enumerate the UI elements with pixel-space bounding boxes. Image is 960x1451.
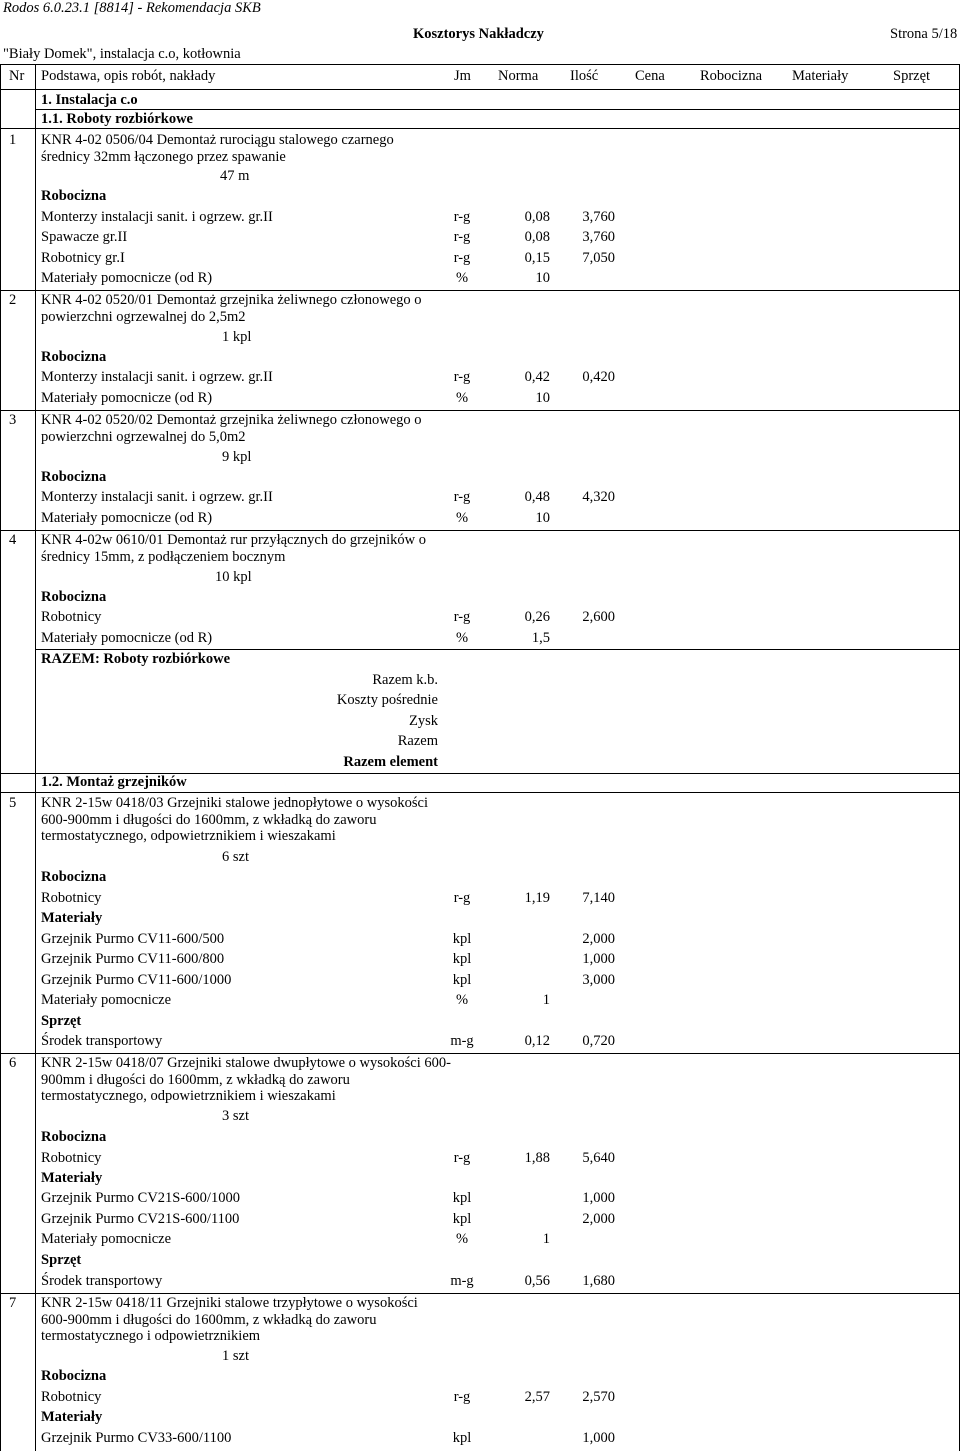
grid-left [0,64,1,1451]
header-top-border [0,64,960,65]
item-divider [0,530,960,531]
item-divider [0,290,960,291]
robocizna-label: Robocizna [41,188,107,204]
resource-name: Robotnicy [41,609,102,625]
resource-name: Grzejnik Purmo CV11-600/800 [41,951,225,967]
resource-norma: 10 [535,270,550,286]
section-divider [0,792,960,793]
materialy-label: Materiały [41,1170,103,1186]
resource-norma: 0,12 [524,1033,550,1049]
resource-norma: 1 [542,1231,550,1247]
materialy-label: Materiały [41,1409,103,1425]
robocizna-label: Robocizna [41,1368,107,1384]
item-description: KNR 2-15w 0418/07 Grzejniki stalowe dwupłytowe o wysokości 600-900mm i długości do 1600mm, z wkładką do zaworu termostatycznego, odpowietrznikiem i wieszakami [41,1055,451,1104]
resource-norma: 0,08 [524,229,550,245]
resource-ilosc: 3,760 [582,229,615,245]
item-number: 6 [9,1055,17,1071]
resource-norma: 0,42 [524,369,550,385]
resource-norma: 2,57 [524,1389,550,1405]
resource-ilosc: 5,640 [582,1150,615,1166]
resource-ilosc: 7,050 [582,250,615,266]
item-number: 7 [9,1295,17,1311]
col-norma: Norma [498,68,539,84]
resource-ilosc: 1,000 [582,1190,615,1206]
resource-jm: r-g [453,609,471,625]
app-name: Rodos 6.0.23.1 [8814] - Rekomendacja SKB [3,0,261,16]
item-divider [0,410,960,411]
page-number: Strona 5/18 [890,26,958,42]
col-cena: Cena [635,68,665,84]
robocizna-label: Robocizna [41,869,107,885]
item-quantity: 1 szt [222,1348,249,1364]
resource-name: Środek transportowy [41,1033,163,1049]
resource-norma: 0,08 [524,209,550,225]
item-quantity: 6 szt [222,849,249,865]
resource-ilosc: 2,570 [582,1389,615,1405]
item-quantity: 1 kpl [222,329,252,345]
summary-razem: Razem [397,733,438,749]
resource-name: Materiały pomocnicze (od R) [41,270,213,286]
resource-ilosc: 1,000 [582,1430,615,1446]
col-sprzet: Sprzęt [893,68,931,84]
resource-name: Monterzy instalacji sanit. i ogrzew. gr.II [41,489,273,505]
resource-name: Grzejnik Purmo CV11-600/1000 [41,972,232,988]
section-1: 1. Instalacja c.o [41,92,138,108]
resource-name: Materiały pomocnicze (od R) [41,630,213,646]
item-number: 4 [9,532,17,548]
resource-name: Monterzy instalacji sanit. i ogrzew. gr.II [41,209,273,225]
resource-ilosc: 1,680 [582,1273,615,1289]
resource-jm: kpl [452,1190,472,1206]
resource-ilosc: 7,140 [582,890,615,906]
resource-ilosc: 0,420 [582,369,615,385]
resource-name: Grzejnik Purmo CV21S-600/1100 [41,1211,240,1227]
resource-norma: 0,15 [524,250,550,266]
resource-jm: % [455,1231,469,1247]
resource-jm: m-g [450,1273,474,1289]
resource-ilosc: 0,720 [582,1033,615,1049]
item-number: 1 [9,132,17,148]
resource-jm: r-g [453,209,471,225]
item-divider [35,649,960,650]
resource-name: Materiały pomocnicze (od R) [41,390,213,406]
section-divider [35,109,960,110]
resource-jm: % [455,270,469,286]
resource-ilosc: 2,000 [582,931,615,947]
item-description: KNR 4-02w 0610/01 Demontaż rur przyłącznych do grzejników o średnicy 15mm, z podłączeniem bocznym [41,532,426,565]
section-1-2: 1.2. Montaż grzejników [41,774,187,790]
resource-name: Środek transportowy [41,1273,163,1289]
summary-razem-kb: Razem k.b. [372,672,438,688]
col-nr: Nr [9,68,25,84]
resource-name: Robotnicy [41,1389,102,1405]
col-materialy: Materiały [792,68,849,84]
item-divider [0,1053,960,1054]
resource-jm: r-g [453,1389,471,1405]
resource-ilosc: 2,000 [582,1211,615,1227]
section-1-1: 1.1. Roboty rozbiórkowe [41,111,193,127]
resource-name: Materiały pomocnicze [41,992,172,1008]
summary-title: RAZEM: Roboty rozbiórkowe [41,651,231,667]
resource-name: Robotnicy [41,1150,102,1166]
col-desc: Podstawa, opis robót, nakłady [41,68,216,84]
summary-zysk: Zysk [409,713,438,729]
resource-jm: % [455,510,469,526]
col-robocizna: Robocizna [700,68,763,84]
document-title: Kosztorys Nakładczy [413,26,544,42]
resource-jm: r-g [453,250,471,266]
resource-name: Grzejnik Purmo CV33-600/1100 [41,1430,232,1446]
resource-ilosc: 3,760 [582,209,615,225]
sprzet-label: Sprzęt [41,1013,82,1029]
item-number: 3 [9,412,17,428]
resource-norma: 0,26 [524,609,550,625]
item-number: 2 [9,292,17,308]
resource-ilosc: 1,000 [582,951,615,967]
item-quantity: 3 szt [222,1108,249,1124]
resource-jm: % [455,630,469,646]
project-name: "Biały Domek", instalacja c.o, kotłownia [3,46,241,62]
resource-jm: r-g [453,489,471,505]
resource-jm: % [455,992,469,1008]
resource-norma: 10 [535,390,550,406]
resource-norma: 0,56 [524,1273,550,1289]
item-quantity: 10 kpl [215,569,252,585]
resource-jm: r-g [453,369,471,385]
item-description: KNR 2-15w 0418/11 Grzejniki stalowe trzypłytowe o wysokości 600-900mm i długości do 1600mm, z wkładką do zaworu termostatycznego i odpowietrznikiem [41,1295,418,1344]
resource-name: Robotnicy [41,890,102,906]
resource-jm: r-g [453,1150,471,1166]
resource-name: Grzejnik Purmo CV21S-600/1000 [41,1190,240,1206]
materialy-label: Materiały [41,910,103,926]
item-description: KNR 4-02 0520/02 Demontaż grzejnika żeliwnego członowego o powierzchni ogrzewalnej do 5,0m2 [41,412,422,445]
item-quantity: 47 m [220,168,250,184]
resource-norma: 1,19 [524,890,550,906]
resource-name: Spawacze gr.II [41,229,128,245]
resource-norma: 0,48 [524,489,550,505]
item-description: KNR 4-02 0506/04 Demontaż rurociągu stalowego czarnego średnicy 32mm łączonego przez spawanie [41,132,394,165]
resource-jm: r-g [453,229,471,245]
resource-jm: r-g [453,890,471,906]
resource-jm: m-g [450,1033,474,1049]
resource-jm: kpl [452,931,472,947]
resource-norma: 1 [542,992,550,1008]
col-jm: Jm [454,68,471,84]
robocizna-label: Robocizna [41,1129,107,1145]
resource-norma: 1,88 [524,1150,550,1166]
resource-ilosc: 4,320 [582,489,615,505]
resource-ilosc: 3,000 [582,972,615,988]
item-description: KNR 4-02 0520/01 Demontaż grzejnika żeliwnego członowego o powierzchni ogrzewalnej do 2,5m2 [41,292,422,325]
item-number: 5 [9,795,17,811]
item-description: KNR 2-15w 0418/03 Grzejniki stalowe jednopłytowe o wysokości 600-900mm i długości do 1600mm, z wkładką do zaworu termostatycznego, odpowietrznikiem i wieszakami [41,795,429,844]
resource-name: Materiały pomocnicze (od R) [41,510,213,526]
header-bottom-border [0,89,960,90]
resource-norma: 10 [535,510,550,526]
summary-razem-element: Razem element [343,754,438,770]
sprzet-label: Sprzęt [41,1252,82,1268]
robocizna-label: Robocizna [41,589,107,605]
grid-nr [35,64,36,1451]
resource-ilosc: 2,600 [582,609,615,625]
section-divider [0,128,960,129]
robocizna-label: Robocizna [41,349,107,365]
resource-norma: 1,5 [531,630,550,646]
resource-jm: kpl [452,951,472,967]
item-quantity: 9 kpl [222,449,252,465]
resource-jm: % [455,390,469,406]
resource-name: Grzejnik Purmo CV11-600/500 [41,931,225,947]
col-ilosc: Ilość [570,68,599,84]
resource-name: Monterzy instalacji sanit. i ogrzew. gr.II [41,369,273,385]
resource-jm: kpl [452,1430,472,1446]
summary-koszty: Koszty pośrednie [336,692,438,708]
resource-name: Materiały pomocnicze [41,1231,172,1247]
resource-jm: kpl [452,1211,472,1227]
resource-jm: kpl [452,972,472,988]
resource-name: Robotnicy gr.I [41,250,125,266]
item-divider [0,1293,960,1294]
robocizna-label: Robocizna [41,469,107,485]
